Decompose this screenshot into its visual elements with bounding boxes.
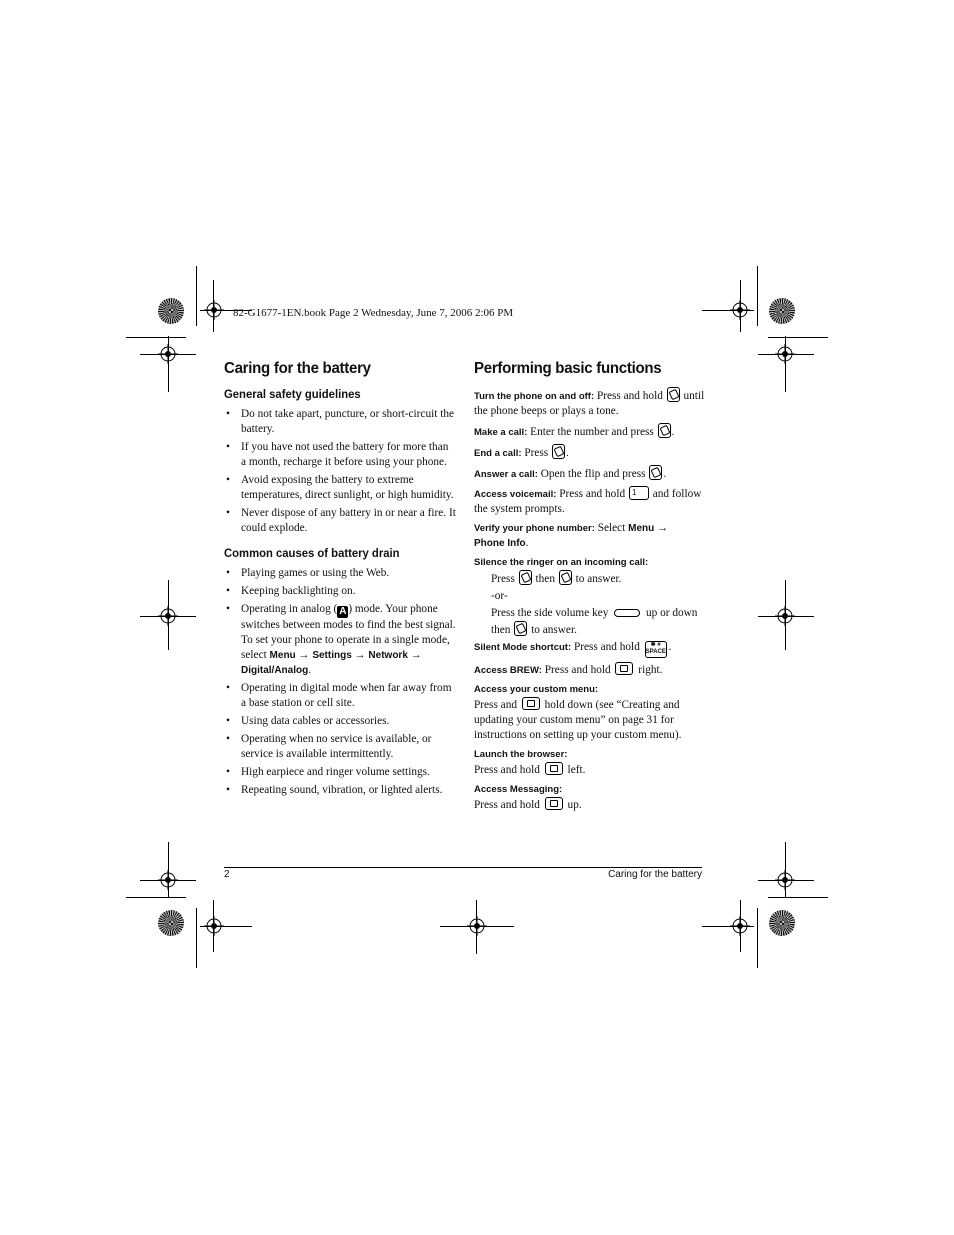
nav-key-icon — [522, 697, 540, 710]
text: Press — [491, 573, 518, 585]
custom-menu-label: Access your custom menu: — [474, 684, 599, 695]
text: Press and hold — [594, 390, 666, 402]
page-number: 2 — [224, 869, 230, 880]
text: Press and hold — [556, 488, 628, 500]
label: Silent Mode shortcut: — [474, 642, 572, 653]
end-key-icon — [519, 570, 532, 585]
text: Enter the number and press — [527, 426, 657, 438]
registration-mark — [158, 606, 178, 626]
text: Press and hold — [571, 641, 643, 653]
function-messaging — [474, 797, 706, 813]
browser-label: Launch the browser: — [474, 749, 568, 760]
text: Press and — [474, 699, 520, 711]
text: Press the side volume key — [491, 607, 612, 619]
label: Access BREW: — [474, 665, 542, 676]
text: up or down then — [491, 607, 698, 636]
send-key-icon — [649, 465, 662, 480]
nav-key-icon — [545, 797, 563, 810]
section-title: Caring for the battery — [224, 360, 371, 377]
label: Turn the phone on and off: — [474, 391, 595, 402]
silence-or: -or- — [491, 590, 508, 602]
label: Make a call: — [474, 427, 528, 438]
registration-mark — [730, 300, 750, 320]
function-answer-call: Answer a call: Open the flip and press . — [474, 465, 706, 482]
text: hold down (see “Creating and updating your custom menu” on page 31 for instructions on setting up your custom menu). — [474, 699, 682, 741]
print-slug: 82-G1677-1EN.book Page 2 Wednesday, June 7, 2006 2:06 PM — [233, 307, 514, 319]
function-custom-menu — [474, 697, 706, 743]
silence-step — [474, 570, 706, 587]
arrow-icon: → — [354, 649, 366, 661]
volume-key-icon — [614, 609, 640, 617]
color-target — [769, 910, 795, 936]
silence-step-alt — [474, 606, 706, 638]
analog-icon: A — [339, 606, 347, 617]
function-make-call: Make a call: Enter the number and press . — [474, 423, 706, 440]
function-onoff — [474, 387, 706, 419]
list-item — [224, 602, 456, 678]
text: Select — [594, 522, 629, 534]
space-key-icon: ✱ # SPACE — [645, 641, 667, 658]
list-item: • Do not take apart, puncture, or short-circuit the battery. — [224, 407, 456, 437]
send-key-icon — [559, 570, 572, 585]
text: right. — [635, 664, 663, 676]
space-key-label: SPACE — [645, 649, 666, 655]
text: until the phone beeps or plays a tone. — [474, 390, 705, 417]
text: Open the flip and press — [537, 468, 649, 480]
menu-path-menu: Menu — [269, 650, 296, 661]
menu-path-menu: Menu — [628, 523, 655, 534]
registration-mark — [204, 300, 224, 320]
registration-mark — [775, 344, 795, 364]
arrow-icon: → — [298, 649, 310, 661]
silence-label: Silence the ringer on an incoming call: — [474, 557, 649, 568]
drain-list — [224, 566, 456, 798]
right-column — [474, 360, 706, 817]
list-item: • Repeating sound, vibration, or lighted alerts. — [224, 783, 456, 798]
list-item: • Operating when no service is available, or service is available intermittently. — [224, 732, 456, 762]
function-verify-number: Verify your phone number: Select Menu → Phone Info. — [474, 522, 669, 549]
text: Operating in analog ( — [241, 603, 338, 615]
text: then — [532, 573, 558, 585]
end-key-icon — [667, 387, 680, 402]
text: to answer. — [572, 573, 622, 585]
list-item: • Avoid exposing the battery to extreme temperatures, direct sunlight, or high humidity. — [224, 473, 456, 503]
function-browser — [474, 762, 706, 778]
text: Press and hold — [474, 799, 543, 811]
label: End a call: — [474, 448, 522, 459]
text: up. — [564, 799, 582, 811]
menu-path-phone-info: Phone Info — [474, 538, 526, 549]
registration-mark — [467, 916, 487, 936]
text: and follow the system prompts. — [474, 488, 702, 515]
arrow-icon: → — [410, 649, 422, 661]
text: Press and hold — [541, 664, 614, 676]
color-target — [158, 910, 184, 936]
left-column — [224, 360, 456, 808]
text: Press and hold — [474, 764, 543, 776]
menu-path-settings: Settings — [312, 650, 352, 661]
function-brew — [474, 662, 706, 678]
messaging-label: Access Messaging: — [474, 784, 563, 795]
running-footer: Caring for the battery — [608, 869, 702, 880]
list-item: • Playing games or using the Web. — [224, 566, 456, 581]
end-key-icon — [552, 444, 565, 459]
label: Verify your phone number: — [474, 523, 595, 534]
send-key-icon — [658, 423, 671, 438]
color-target — [158, 298, 184, 324]
registration-mark — [775, 870, 795, 890]
text: to answer. — [528, 624, 577, 636]
text: . — [308, 664, 312, 676]
registration-mark — [158, 870, 178, 890]
list-item: • Never dispose of any battery in or near a fire. It could explode. — [224, 506, 456, 536]
list-item: • High earpiece and ringer volume settings. — [224, 765, 456, 780]
list-item: • Operating in digital mode when far away from a base station or cell site. — [224, 681, 456, 711]
list-item: • Keeping backlighting on. — [224, 584, 456, 599]
safety-heading: General safety guidelines — [224, 387, 361, 401]
label: Access voicemail: — [474, 489, 557, 500]
safety-list — [224, 407, 456, 536]
color-target — [769, 298, 795, 324]
voicemail-key-icon — [629, 486, 649, 500]
text: Press — [521, 447, 552, 459]
registration-mark — [730, 916, 750, 936]
nav-key-icon — [615, 662, 633, 675]
registration-mark — [158, 344, 178, 364]
nav-key-icon — [545, 762, 563, 775]
footer-rule — [224, 867, 702, 868]
registration-mark — [204, 916, 224, 936]
registration-mark — [775, 606, 795, 626]
text: ) mode. Your phone switches between modes to find the best signal. To set your phone to operate in a single mode, select — [241, 603, 456, 661]
send-key-icon — [514, 621, 527, 636]
menu-path-digital: Digital/Analog — [241, 665, 309, 676]
menu-path-network: Network — [368, 650, 408, 661]
function-end-call: End a call: Press . — [474, 444, 706, 461]
list-item: • If you have not used the battery for more than a month, recharge it before using your phone. — [224, 440, 456, 470]
list-item: • Using data cables or accessories. — [224, 714, 456, 729]
function-voicemail — [474, 486, 706, 517]
drain-heading: Common causes of battery drain — [224, 546, 400, 560]
text: left. — [564, 764, 586, 776]
label: Answer a call: — [474, 469, 538, 480]
function-silent-mode: Silent Mode shortcut: Press and hold ✱ # SPACE . — [474, 640, 706, 658]
section-title: Performing basic functions — [474, 360, 662, 377]
arrow-icon: → — [657, 522, 669, 534]
